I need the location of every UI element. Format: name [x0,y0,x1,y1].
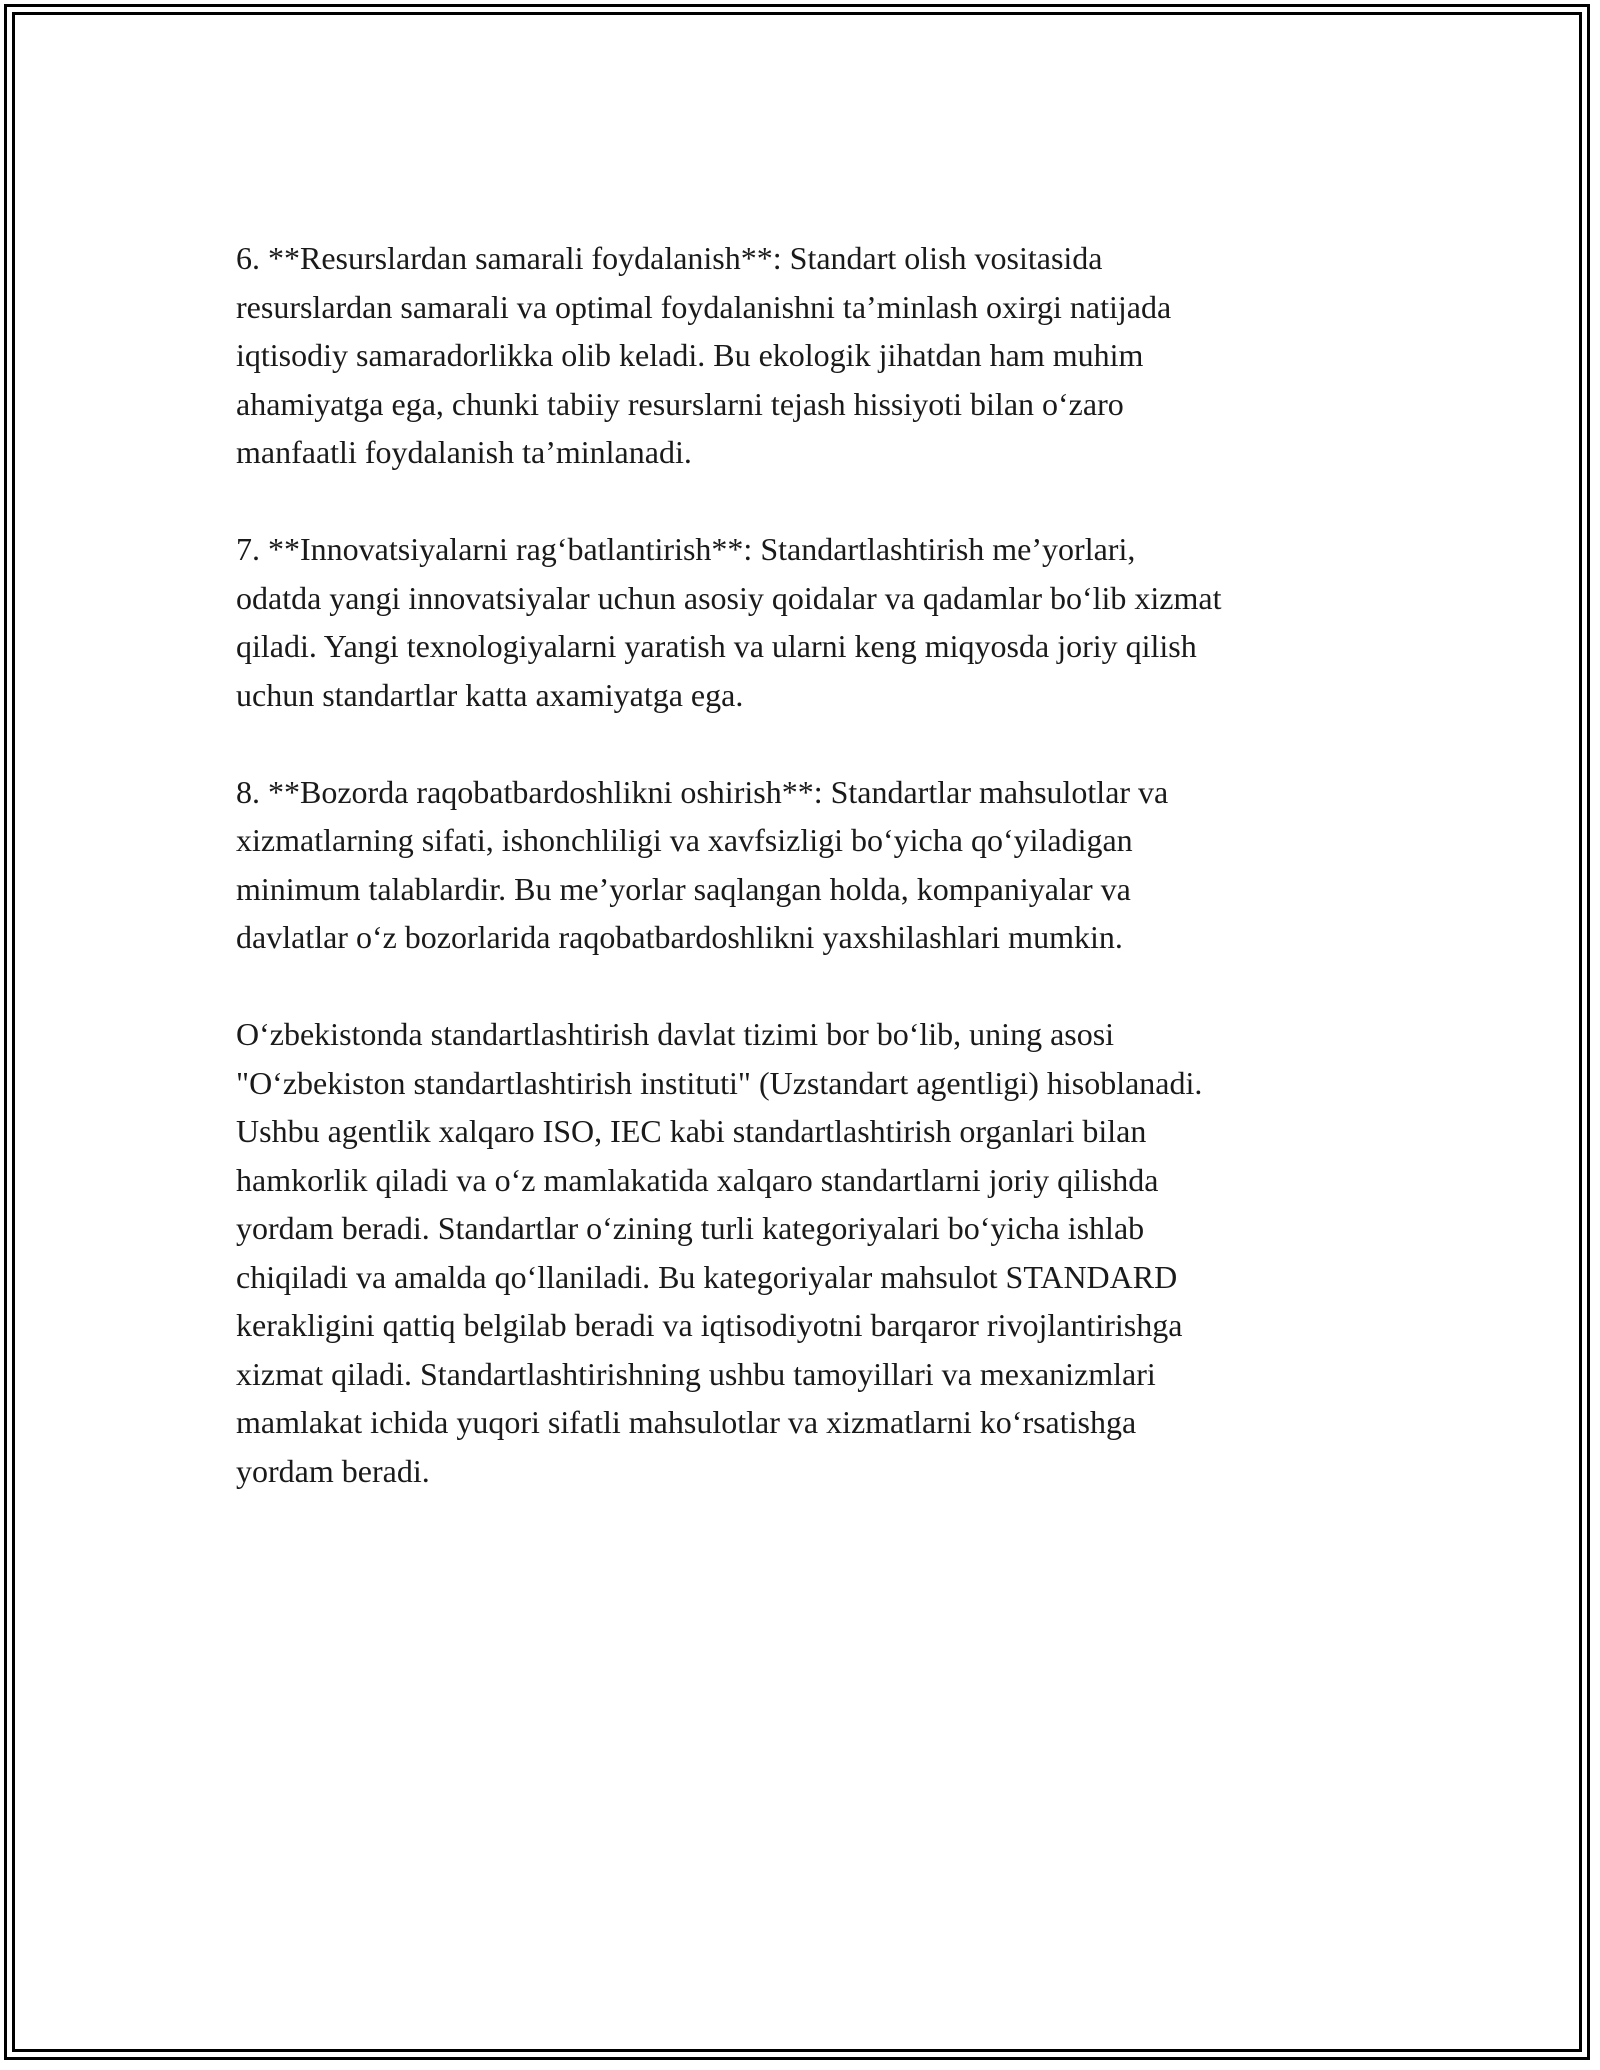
paragraph-uzbekistan-standardization: O‘zbekistonda standartlashtirish davlat tizimi bor bo‘lib, uning asosi "O‘zbekiston standartlashtirish instituti" (Uzstandart agentligi) hisoblanadi. Ushbu agentlik xalqaro ISO, IEC kabi standartlashtirish organlari bilan hamkorlik qiladi va o‘z mamlakatida xalqaro standartlarni joriy qilishda yordam beradi. Standartlar o‘zining turli kategoriyalari bo‘yicha ishlab chiqiladi va amalda qo‘llaniladi. Bu kategoriyalar mahsulot STANDARD kerakligini qattiq belgilab beradi va iqtisodiyotni barqaror rivojlantirishga xizmat qiladi. Standartlashtirishning ushbu tamoyillari va mexanizmlari mamlakat ichida yuqori sifatli mahsulotlar va xizmatlarni ko‘rsatishga yordam beradi. [236,1016,1203,1489]
paragraph-competitiveness: 8. **Bozorda raqobatbardoshlikni oshirish**: Standartlar mahsulotlar va xizmatlarning sifati, ishonchliligi va xavfsizligi bo‘yicha qo‘yiladigan minimum talablardir. Bu me’yorlar saqlangan holda, kompaniyalar va davlatlar o‘z bozorlarida raqobatbardoshlikni yaxshilashlari mumkin. [236,773,1169,955]
document-body [236,234,1376,1495]
paragraph-innovation: 7. **Innovatsiyalarni rag‘batlantirish**: Standartlashtirish me’yorlari, odatda yangi innovatsiyalar uchun asosiy qoidalar va qadamlar bo‘lib xizmat qiladi. Yangi texnologiyalarni yaratish va ularni keng miqyosda joriy qilish uchun standartlar katta axamiyatga ega. [236,531,1222,713]
paragraph-resource-efficiency: 6. **Resurslardan samarali foydalanish**: Standart olish vositasida resurslardan samarali va optimal foydalanishni ta’minlash oxirgi natijada iqtisodiy samaradorlikka olib keladi. Bu ekologik jihatdan ham muhim ahamiyatga ega, chunki tabiiy resurslarni tejash hissiyoti bilan o‘zaro manfaatli foydalanish ta’minlanadi. [236,240,1172,470]
